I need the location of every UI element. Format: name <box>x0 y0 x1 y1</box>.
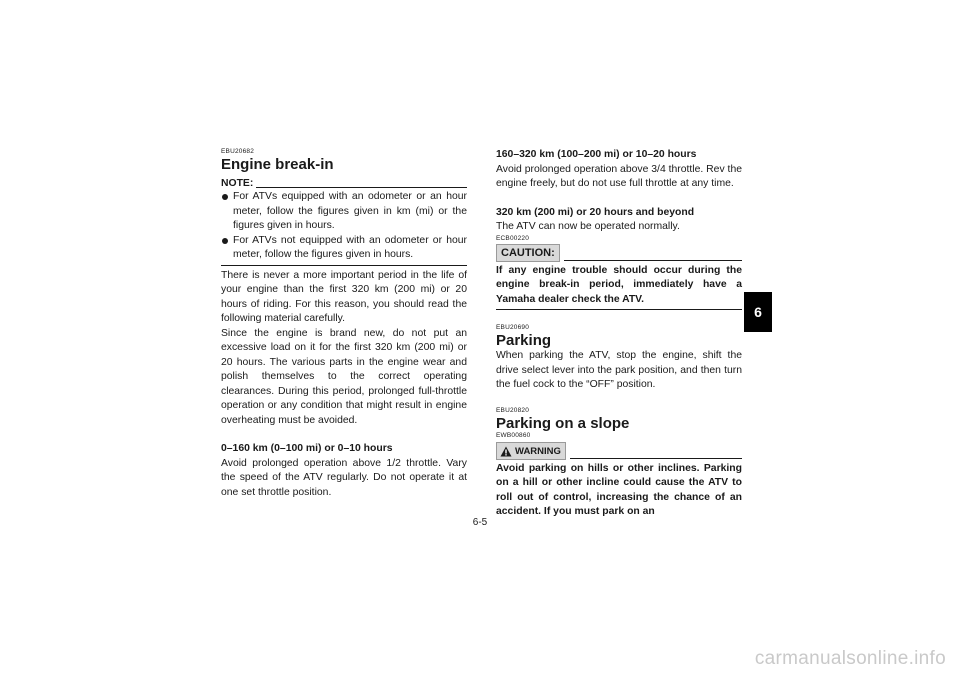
note-rule <box>256 187 467 188</box>
subheading: 0–160 km (0–100 mi) or 0–10 hours <box>221 443 393 454</box>
subheading: 160–320 km (100–200 mi) or 10–20 hours <box>496 149 697 160</box>
chapter-tab: 6 <box>744 292 772 332</box>
warning-label: WARNING <box>515 445 561 457</box>
section-code: EBU20682 <box>221 148 255 155</box>
note-item <box>221 190 467 234</box>
note-item <box>221 234 467 263</box>
note-item-text: For ATVs equipped with an odometer or an hour meter, follow the figures given in km (mi) or the figures given in hours. <box>233 191 467 231</box>
right-column <box>496 148 742 520</box>
section-title-parking-on-slope: Parking on a slope <box>496 414 630 432</box>
note-label: NOTE: <box>221 178 254 189</box>
section-title-parking: Parking <box>496 332 552 349</box>
bullet-icon <box>221 190 233 234</box>
caution-badge: CAUTION: <box>496 244 560 262</box>
paragraph: The ATV can now be operated normally. <box>496 221 680 232</box>
note-header <box>221 177 467 190</box>
warning-rule <box>570 458 742 459</box>
paragraph: Avoid prolonged operation above 1/2 throttle. Vary the speed of the ATV regularly. Do not operate it at one set throttle position. <box>221 457 467 498</box>
warning-triangle-icon <box>500 446 512 457</box>
subheading: 320 km (200 mi) or 20 hours and beyond <box>496 206 695 218</box>
section-code: EBU20690 <box>496 324 530 331</box>
caution-code: ECB00220 <box>496 234 530 242</box>
left-column <box>221 148 467 500</box>
paragraph: Since the engine is brand new, do not put an excessive load on it for the first 320 km (200 mi) or 20 hours. The various parts in the engine wear and polish themselves to the correct operating clearances. During this period, prolonged full-throttle operation or any condition that might result in engine overheating must be avoided. <box>221 327 467 426</box>
warning-text: Avoid parking on hills or other inclines. Parking on a hill or other incline could cause the ATV to roll out of control, increasing the chance of an accident. If you must park on an <box>496 462 742 517</box>
warning-code: EWB00860 <box>496 431 531 439</box>
note-item-text: For ATVs not equipped with an odometer or hour meter, follow the figures given in hours. <box>233 234 467 260</box>
caution-text: If any engine trouble should occur during the engine break-in period, immediately have a Yamaha dealer check the ATV. <box>496 264 742 305</box>
paragraph: Avoid prolonged operation above 3/4 throttle. Rev the engine freely, but do not use full throttle at any time. <box>496 163 742 189</box>
watermark: carmanualsonline.info <box>754 648 946 669</box>
page-number: 6-5 <box>472 517 488 528</box>
caution-header <box>496 244 742 262</box>
warning-header <box>496 442 742 460</box>
section-title-engine-break-in: Engine break-in <box>221 156 334 173</box>
caution-rule <box>564 260 742 261</box>
note-divider <box>221 265 467 266</box>
section-code: EBU20820 <box>496 406 530 414</box>
paragraph: There is never a more important period in the life of your engine than the first 320 km (200 mi) or 20 hours of riding. For this reason, you should read the following material carefully. <box>221 269 467 324</box>
paragraph: When parking the ATV, stop the engine, shift the drive select lever into the park position, and then turn the fuel cock to the “OFF” position. <box>496 350 742 390</box>
warning-badge <box>496 442 566 460</box>
bullet-icon <box>221 234 233 263</box>
